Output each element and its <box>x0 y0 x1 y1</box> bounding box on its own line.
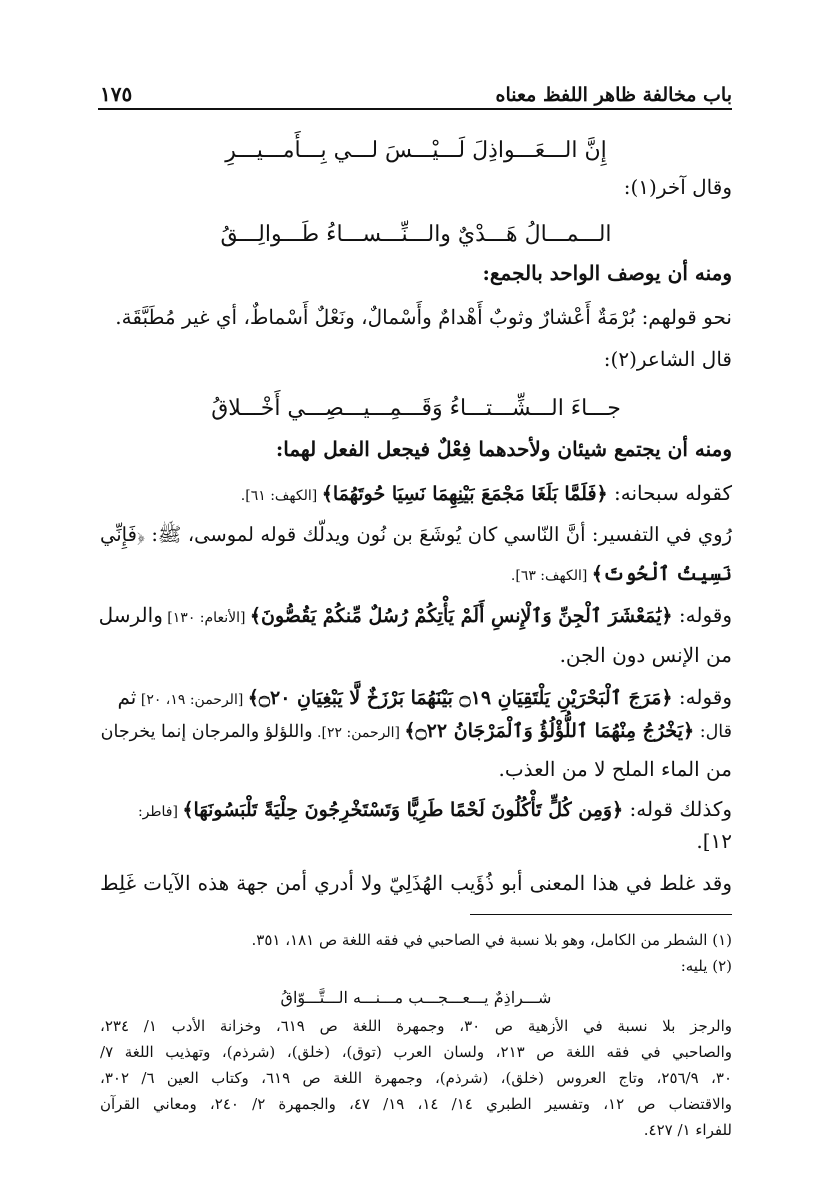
text-line <box>100 558 732 591</box>
footnote-1: (١) الشطر من الكامل، وهو بلا نسبة في الصاحبي في فقه اللغة ص ١٨١، ٣٥١. <box>251 931 732 949</box>
text-line <box>100 600 732 633</box>
quran-reference: [الرحمن: ٢٢]. <box>312 725 405 741</box>
text-line: قال الشاعر(٢): <box>603 347 732 371</box>
quran-reference: [فاطر: <box>137 804 183 820</box>
text-fragment: والرسل <box>98 603 163 627</box>
text-fragment: واللؤلؤ والمرجان إنما يخرجان <box>100 722 313 742</box>
text-line <box>100 794 732 827</box>
text-line <box>100 478 732 511</box>
text-line <box>100 716 732 748</box>
text-fragment: وكذلك قوله: <box>623 797 732 821</box>
quran-reference: [الكهف: ٦١]. <box>240 488 322 504</box>
footnote-text: للفراء ١/ ٤٢٧. <box>643 1121 732 1139</box>
footnote-text: والرجز بلا نسبة في الأزهية ص ٣٠، وجمهرة اللغة ص ٦١٩، وخزانة الأدب ١/ ٢٣٤، <box>100 1017 732 1035</box>
header-rule <box>98 108 732 110</box>
text-line: من الإنس دون الجن. <box>559 643 732 667</box>
footnote-text: ٣٠، ٢٥٦/٩، وتاج العروس (خلق)، (شرذم)، وجمهرة اللغة ص ٦١٩، وكتاب العين ٦/ ٣٠٢، <box>100 1069 733 1087</box>
text-line: ١٢]. <box>696 829 732 853</box>
text-line: رُوي في التفسير: أنَّ النّاسي كان يُوشَعَ بن نُون ويدلّك قوله لموسى، ﷺ: ﴿فَإِنِّي <box>100 523 732 546</box>
verse-line-2: الـــمـــالُ هَـــدْيٌ والـــنِّـــســـاءُ طَـــوالِـــقُ <box>220 222 612 247</box>
quran-verse: ﴿يَخْرُجُ مِنْهُمَا ٱللُّؤْلُؤُ وَٱلْمَرْجَانُ ۝٢٢﴾ <box>404 720 695 742</box>
page-number: ١٧٥ <box>100 82 133 106</box>
chapter-title: باب مخالفة ظاهر اللفظ معناه <box>495 84 732 106</box>
quran-verse: ﴿مَرَجَ ٱلْبَحْرَيْنِ يَلْتَقِيَانِ ۝١٩ بَيْنَهُمَا بَرْزَخٌ لَّا يَبْغِيَانِ ۝٢٠﴾ <box>247 687 673 709</box>
text-fragment: ثم <box>117 685 137 709</box>
text-fragment: وقوله: <box>672 685 732 709</box>
footnote-text: والاقتضاب ص ١٢، وتفسير الطبري ١٤/ ١٤، ١٩/ ٤٧، والجمهرة ٢/ ٢٤٠، ومعاني القرآن <box>100 1095 733 1113</box>
text-fragment: وقوله: <box>672 603 732 627</box>
quran-verse: ﴿فَلَمَّا بَلَغَا مَجْمَعَ بَيْنِهِمَا نَسِيَا حُوتَهُمَا﴾ <box>321 483 608 505</box>
text-fragment: قال: <box>694 722 732 742</box>
quran-verse: ﴿يَٰمَعْشَرَ ٱلْجِنِّ وَٱلْإِنسِ أَلَمْ يَأْتِكُمْ رُسُلٌ مِّنكُمْ يَقُصُّونَ﴾ <box>249 605 673 627</box>
quran-verse: ﴿وَمِن كُلٍّ تَأْكُلُونَ لَحْمًا طَرِيًّا وَتَسْتَخْرِجُونَ حِلْيَةً تَلْبَسُونَهَا﴾ <box>182 799 624 821</box>
quran-reference: [الأنعام: ١٣٠] <box>162 610 250 626</box>
footnote-verse: شـــراذِمٌ يـــعـــجـــب مـــنـــه الـــتَّـــوّاقُ <box>280 988 552 1007</box>
section-heading: ومنه أن يوصف الواحد بالجمع: <box>482 261 732 285</box>
quran-reference: [الكهف: ٦٣]. <box>510 568 592 584</box>
quran-verse: نَسِيتُ ٱلْحُوتَ﴾ <box>591 563 732 585</box>
text-line <box>100 682 732 715</box>
verse-line-1: إِنَّ الـــعَـــواذِلَ لَـــيْـــسَ لـــي بِـــأَمـــيـــرِ <box>225 138 607 163</box>
text-line: وقد غلط في هذا المعنى أبو ذُؤَيب الهُذَلِيّ ولا أدري أمن جهة هذه الآيات غَلِط <box>100 871 732 895</box>
quran-reference: [الرحمن: ١٩، ٢٠] <box>136 692 248 708</box>
text-line: نحو قولهم: بُرْمَةٌ أَعْشارٌ وثوبٌ أَهْدامٌ وأَسْمالٌ، ونَعْلٌ أَسْماطٌ، أي غير مُطَبَّقَة. <box>115 305 732 329</box>
footnote-text: والصاحبي في فقه اللغة ص ٢١٣، ولسان العرب (توق)، (خلق)، (شرذم)، وتهذيب اللغة ٧/ <box>100 1043 732 1061</box>
text-line: من الماء الملح لا من العذب. <box>498 757 732 781</box>
section-heading: ومنه أن يجتمع شيئان ولأحدهما فِعْلٌ فيجعل الفعل لهما: <box>275 437 732 461</box>
verse-line-3: جـــاءَ الـــشِّـــتـــاءُ وَقَـــمِـــيـــصِـــي أَخْـــلاقُ <box>211 396 621 421</box>
footnote-2: (٢) يليه: <box>680 957 732 975</box>
page-header <box>100 72 732 106</box>
text-line: وقال آخر(١): <box>623 175 732 199</box>
text-fragment: كقوله سبحانه: <box>607 481 732 505</box>
footnote-rule <box>470 914 732 915</box>
